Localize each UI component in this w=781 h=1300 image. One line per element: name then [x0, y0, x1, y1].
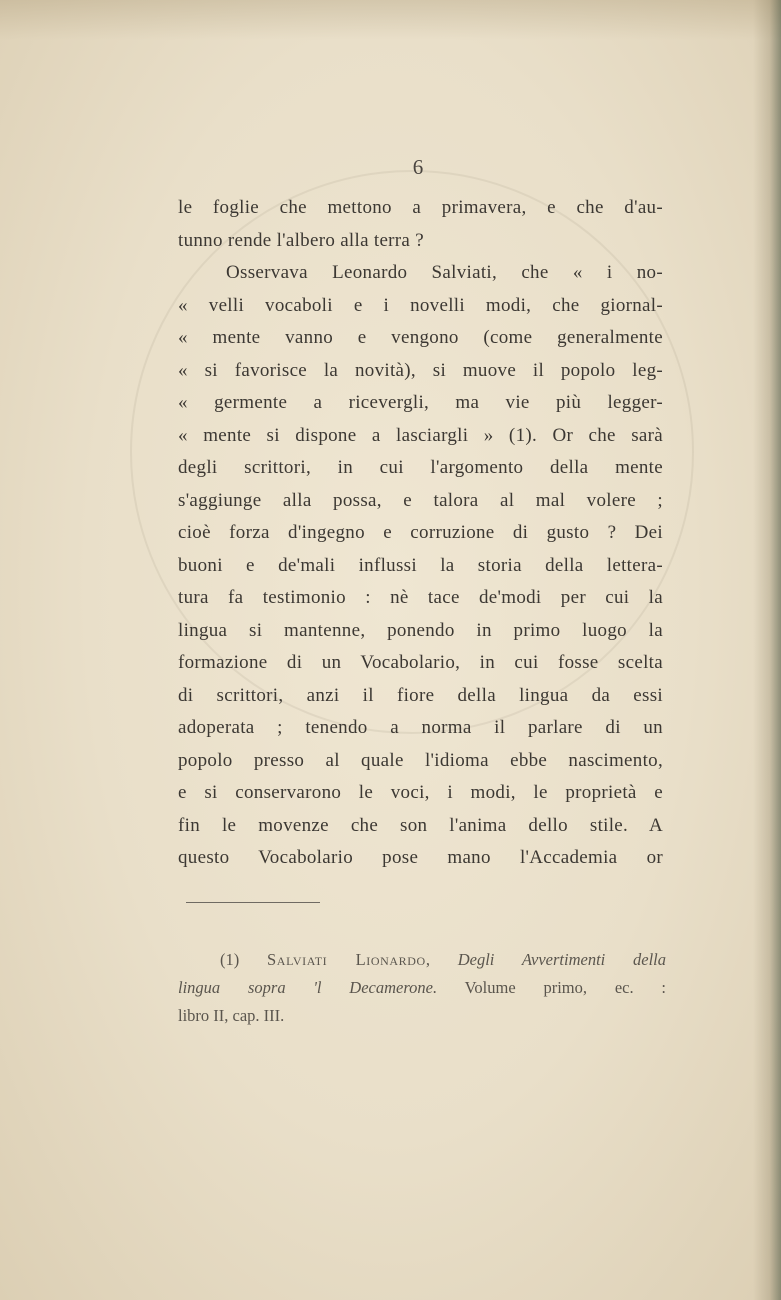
page-right-edge [753, 0, 781, 1300]
text-line: questo Vocabolario pose mano l'Accademia or [178, 847, 663, 868]
text-line: degli scrittori, in cui l'argomento della mente [178, 457, 663, 478]
text-line: formazione di un Vocabolario, in cui fosse scelta [178, 652, 663, 673]
footnote-rule [186, 902, 320, 903]
text-line: « si favorisce la novità), si muove il popolo leg- [178, 359, 663, 381]
text-line: di scrittori, anzi il fiore della lingua da essi [178, 684, 663, 706]
footnote-title: Degli Avvertimenti della [457, 950, 667, 969]
footnote-author: Salviati Lionardo [267, 950, 426, 969]
text-line: tura fa testimonio : nè tace de'modi per cui la [178, 587, 663, 608]
text-line: buoni e de'mali influssi la storia della lettera- [178, 554, 663, 576]
text-line: cioè forza d'ingegno e corruzione di gusto ? Dei [178, 522, 663, 543]
footnote-title-continued: lingua sopra 'l Decamerone. [178, 978, 438, 997]
footnote-volume: Volume primo, ec. : [464, 978, 666, 997]
text-line: fin le movenze che son l'anima dello stile. A [178, 814, 663, 836]
footnote [178, 946, 666, 1030]
text-line: popolo presso al quale l'idioma ebbe nascimento, [178, 749, 663, 771]
text-line: « germente a ricevergli, ma vie più legger- [178, 392, 663, 413]
footnote-line: libro II, cap. III. [178, 1006, 285, 1025]
footnote-line [178, 974, 666, 1002]
text-line: adoperata ; tenendo a norma il parlare di un [178, 717, 663, 738]
page-number: 6 [412, 155, 424, 179]
body-text [178, 192, 663, 875]
text-line: tunno rende l'albero alla terra ? [178, 229, 424, 251]
text-line: e si conservarono le voci, i modi, le proprietà e [178, 782, 663, 803]
footnote-marker: (1) [220, 950, 240, 969]
text-line: Osservava Leonardo Salviati, che « i no- [226, 262, 663, 283]
footnote-line [178, 946, 666, 974]
text-line: « mente si dispone a lasciargli » (1). Or che sarà [178, 424, 663, 446]
page-top-shadow [0, 0, 781, 40]
text-line: « mente vanno e vengono (come generalmente [178, 327, 663, 348]
footnote-comma: , [425, 950, 430, 969]
text-line: lingua si mantenne, ponendo in primo luogo la [178, 619, 663, 641]
text-line: le foglie che mettono a primavera, e che d'au- [178, 197, 663, 218]
text-line: s'aggiunge alla possa, e talora al mal volere ; [178, 489, 663, 511]
text-line: « velli vocaboli e i novelli modi, che giornal- [178, 294, 663, 316]
